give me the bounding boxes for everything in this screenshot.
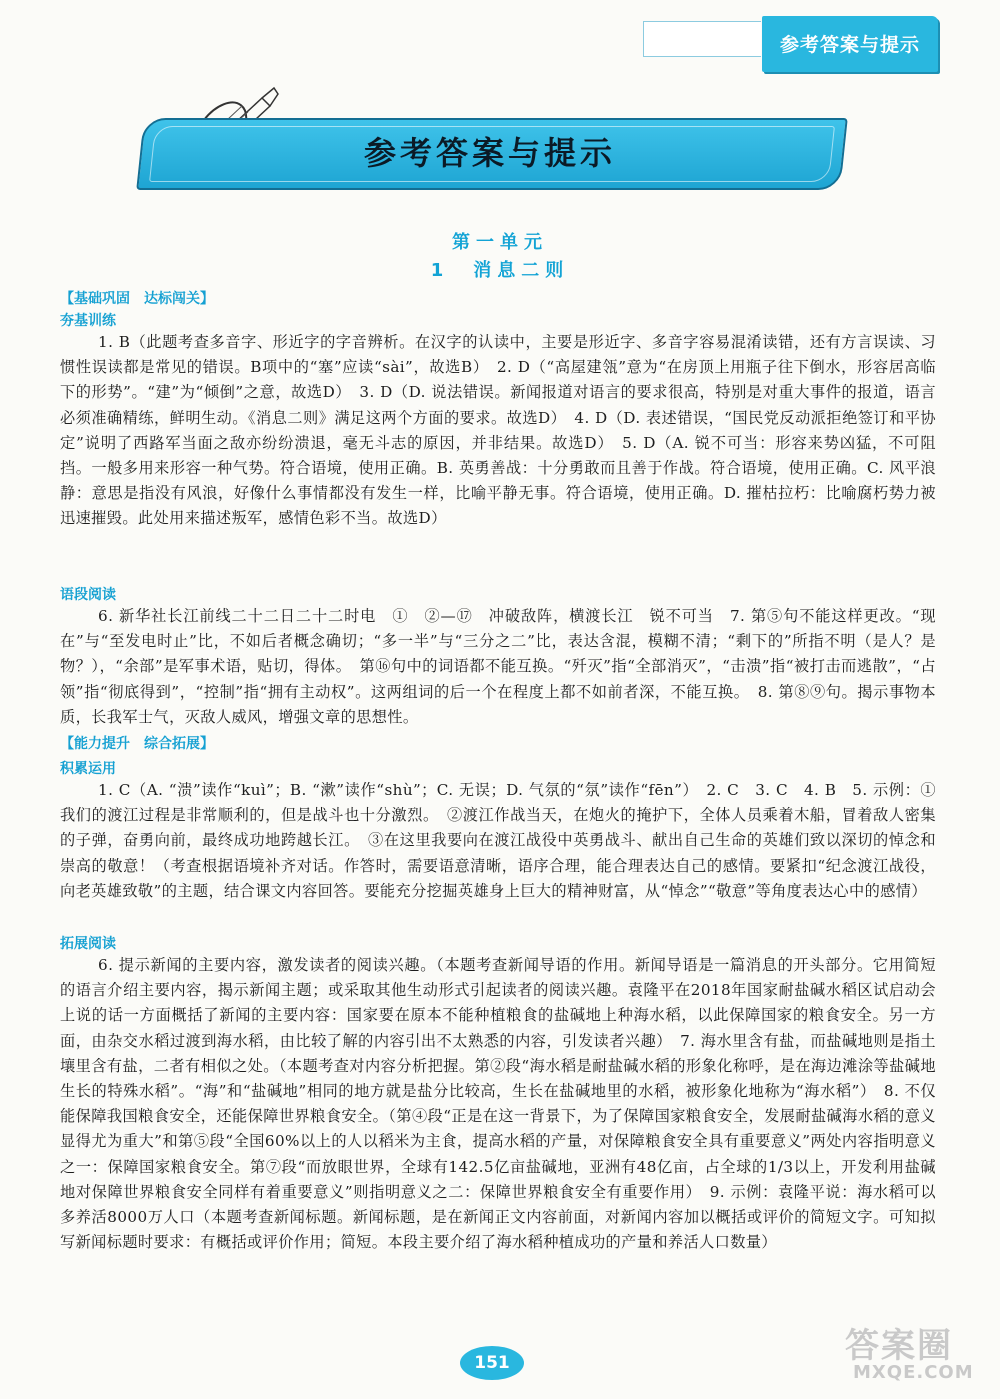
watermark-line-1: 答案圈 [845,1326,953,1366]
section-heading-ability: 【能力提升 综合拓展】 [60,736,214,752]
lesson-title: 1 消息二则 [430,260,570,281]
page-title: 参考答案与提示 [363,134,616,172]
header-rule [643,21,761,57]
watermark-line-2: MXQE.COM [853,1362,974,1383]
page-number: 151 [460,1346,524,1380]
subsection-heading-accumulation: 积累运用 [60,761,116,777]
answer-paragraph-foundation: 1. B（此题考查多音字、形近字的字音辨析。在汉字的认读中，主要是形近字、多音字容易混淆读错，还有方言误读、习惯性误读都是常见的错误。B项中的“塞”应读“sài”，故选B） 2. D（“高屋建瓴”意为“在房顶上用瓶子往下倒水，形容居高临下的形势”。“建”为“倾倒”之意，故选D） 3. D（D. 说法错误。新闻报道对语言的要求很高，特别是对重大事件的报道，语言必须准确精练，鲜明生动。《消息二则》满足这两个方面的要求。故选D） 4. D（D. 表述错误，“国民党反动派拒绝签订和平协定”说明了西路军当面之敌亦纷纷溃退，毫无斗志的原因，并非结果。故选D） 5. D（A. 锐不可当：形容来势凶猛，不可阻挡。一般多用来形容一种气势。符合语境，使用正确。B. 英勇善战：十分勇敢而且善于作战。符合语境，使用正确。C. 风平浪静：意思是指没有风浪，好像什么事情都没有发生一样，比喻平静无事。符合语境，使用正确。D. 摧枯拉朽：比喻腐朽势力被迅速摧毁。此处用来描述叛军，感情色彩不当。故选D） [60,333,936,528]
header-tab-label: 参考答案与提示 [779,34,920,56]
subsection-heading-extended-reading: 拓展阅读 [60,936,116,952]
section-heading-basic: 【基础巩固 达标闯关】 [60,291,214,307]
subsection-heading-foundation: 夯基训练 [60,313,116,329]
unit-title: 第一单元 [452,232,548,253]
answer-paragraph-accumulation: 1. C（A. “溃”读作“kuì”；B. “漱”读作“shù”；C. 无误；D. 气氛的“氛”读作“fēn”） 2. C 3. C 4. B 5. 示例：①我们的渡江过程是非常顺利的，但是战斗也十分激烈。 ②渡江作战当天，在炮火的掩护下，全体人员乘着木船，冒着敌人密集的子弹，奋勇向前，最终成功地跨越长江。 ③在这里我要向在渡江战役中英勇战斗、献出自己生命的英雄们致以深切的悼念和崇高的敬意！（考查根据语境补齐对话。作答时，需要语意清晰，语序合理，能合理表达自己的感情。要紧扣“纪念渡江战役，向老英雄致敬”的主题，结合课文内容回答。要能充分挖掘英雄身上巨大的精神财富，从“悼念”“敬意”等角度表达心中的感情） [60,781,936,900]
answer-paragraph-passage-reading: 6. 新华社长江前线二十二日二十二时电 ① ②—⑰ 冲破敌阵，横渡长江 锐不可当 7. 第⑤句不能这样更改。“现在”与“至发电时止”比，不如后者概念确切；“多一半”与“三分之二”比，表达含混，模糊不清；“剩下的”所指不明（是人？是物？），“余部”是军事术语，贴切，得体。 第⑯句中的词语都不能互换。“歼灭”指“全部消灭”，“击溃”指“被打击而逃散”，“占领”指“彻底得到”，“控制”指“拥有主动权”。这两组词的后一个在程度上都不如前者深，不能互换。 8. 第⑧⑨句。揭示事物本质，长我军士气，灭敌人威风，增强文章的思想性。 [60,607,936,726]
watermark-logo [845,1318,985,1388]
header-tab [762,16,938,72]
answer-paragraph-extended-reading: 6. 提示新闻的主要内容，激发读者的阅读兴趣。（本题考查新闻导语的作用。新闻导语是一篇消息的开头部分。它用简短的语言介绍主要内容，揭示新闻主题；或采取其他生动形式引起读者的阅读兴趣。袁隆平在2018年国家耐盐碱水稻区试启动会上说的话一方面概括了新闻的主要内容：国家要在原本不能种植粮食的盐碱地上种海水稻，以此保障国家的粮食安全。另一方面，由杂交水稻过渡到海水稻，由比较了解的内容引出不太熟悉的内容，引发读者兴趣） 7. 海水里含有盐，而盐碱地则是指土壤里含有盐，二者有相似之处。（本题考查对内容分析把握。第②段“海水稻是耐盐碱水稻的形象化称呼，是在海边滩涂等盐碱地生长的特殊水稻”。“海”和“盐碱地”相同的地方就是盐分比较高，生长在盐碱地里的水稻，被形象化地称为“海水稻”） 8. 不仅能保障我国粮食安全，还能保障世界粮食安全。（第④段“正是在这一背景下，为了保障国家粮食安全，发展耐盐碱海水稻的意义显得尤为重大”和第⑤段“全国60%以上的人以稻米为主食，提高水稻的产量，对保障粮食安全具有重要意义”两处内容指明意义之一：保障国家粮食安全。第⑦段“而放眼世界，全球有142.5亿亩盐碱地，亚洲有48亿亩，占全球的1/3以上，开发利用盐碱地对保障世界粮食安全同样有着重要意义”则指明意义之二：保障世界粮食安全有重要作用） 9. 示例：袁隆平说：海水稻可以多养活8000万人口（本题考查新闻标题。新闻标题，是在新闻正文内容前面，对新闻内容加以概括或评价的简短文字。可知拟写新闻标题时要求：有概括或评价作用；简短。本段主要介绍了海水稻种植成功的产量和养活人口数量） [60,956,936,1252]
subsection-heading-passage-reading: 语段阅读 [60,587,116,603]
